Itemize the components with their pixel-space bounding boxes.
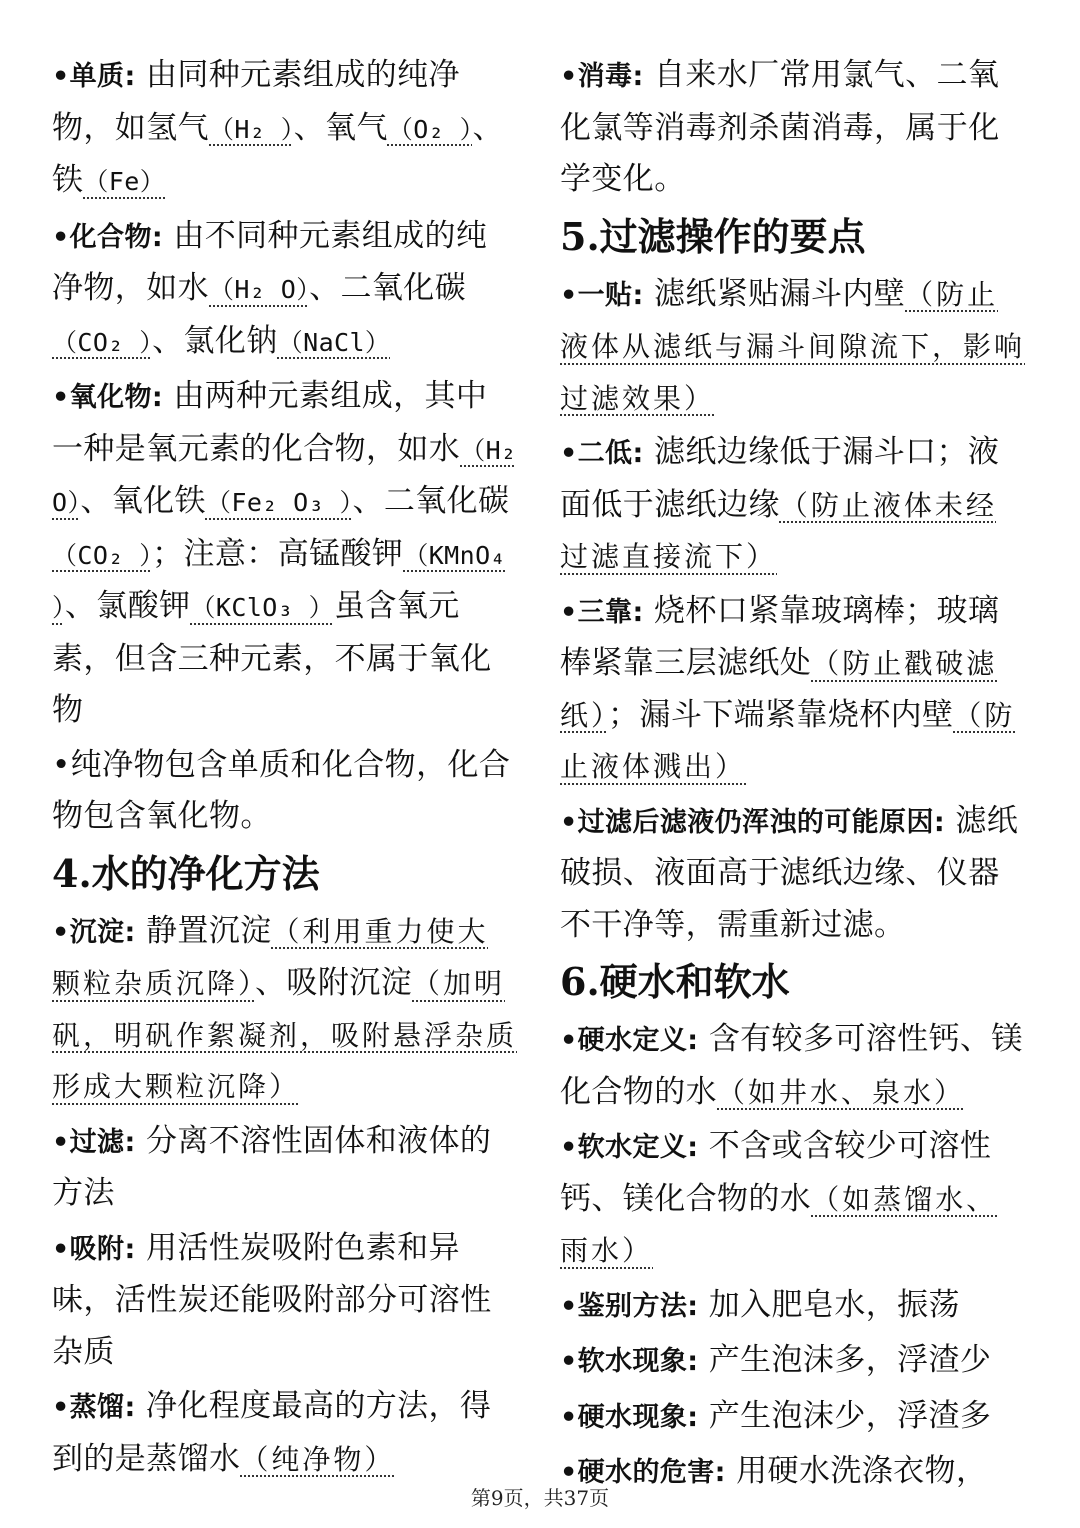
- term-separator: :: [632, 438, 644, 469]
- term-label: •过滤: [52, 1126, 125, 1158]
- entry-text: 用硬水洗涤衣物，: [736, 1453, 988, 1489]
- term-separator: :: [632, 61, 644, 92]
- entry-hunzhuo: [560, 796, 1026, 952]
- underlined-note: （防止液体从滤纸与漏斗间隙流下，影响过滤效果）: [560, 277, 1026, 415]
- entry-text: 加入肥皂水，振荡: [708, 1286, 960, 1323]
- term-separator: :: [124, 916, 136, 948]
- term-separator: :: [124, 1233, 136, 1265]
- entry-text: 静置沉淀: [145, 912, 272, 949]
- term-separator: :: [933, 806, 946, 838]
- entry-yingshui-xianxiang: [560, 1391, 1026, 1444]
- entry-text: 、二氧化碳: [309, 270, 467, 306]
- term-separator: :: [124, 1126, 136, 1158]
- term-label: •一贴: [560, 279, 633, 311]
- term-separator: :: [124, 1392, 136, 1423]
- entry-zhengliu: [52, 1381, 517, 1485]
- entry-text: 、氯化钠: [152, 322, 278, 359]
- entry-text: 含有较多可溶性钙、镁化合物的水: [560, 1021, 1023, 1110]
- term-label: •蒸馏: [52, 1392, 125, 1423]
- entry-chendian: [52, 906, 517, 1113]
- entry-danzhi: [52, 50, 517, 208]
- entry-text: 、氧化铁: [80, 483, 206, 519]
- term-label: •软水定义: [560, 1132, 688, 1163]
- entry-note: •纯净物包含单质和化合物，化合物包含氧化物。: [52, 746, 511, 834]
- underlined-formula: （H₂ O）: [209, 275, 310, 304]
- section-heading-4: 4.水的净化方法: [52, 850, 320, 896]
- entry-text: 滤纸破损、液面高于滤纸边缘、仪器不干净等，需重新过滤。: [560, 802, 1019, 943]
- entry-ruanshui-def: [560, 1121, 1026, 1277]
- underlined-formula: （KClO₃ ）: [190, 593, 335, 622]
- term-label: •软水现象: [560, 1346, 688, 1377]
- entry-text: 产生泡沫多，浮渣少: [708, 1342, 992, 1378]
- term-label: •硬水的危害: [560, 1457, 715, 1488]
- term-label: •沉淀: [52, 916, 125, 948]
- term-separator: :: [632, 596, 644, 628]
- term-label: •消毒: [560, 61, 633, 92]
- entry-text: 用活性炭吸附色素和异味，活性炭还能吸附部分可溶性杂质: [52, 1229, 492, 1370]
- entry-xiaodu: [560, 50, 1026, 206]
- term-label: •三靠: [560, 596, 633, 628]
- term-separator: :: [632, 279, 644, 311]
- term-label: •硬水定义: [560, 1025, 688, 1056]
- term-label: •硬水现象: [560, 1401, 688, 1433]
- entry-sankao: [560, 586, 1026, 793]
- term-separator: :: [714, 1457, 726, 1488]
- entry-yingshui-def: [560, 1014, 1026, 1118]
- underlined-note: （加明矾，明矾作絮凝剂，吸附悬浮杂质形成大颗粒沉降）: [52, 967, 518, 1103]
- entry-jianbie: [560, 1280, 1026, 1333]
- underlined-note: （如蒸馏水、雨水）: [560, 1182, 998, 1267]
- entry-text: 烧杯口紧靠玻璃棒；玻璃棒紧靠三层滤纸处: [560, 592, 1000, 681]
- term-separator: :: [124, 61, 136, 92]
- underlined-formula: （H₂ O）: [52, 435, 517, 517]
- underlined-formula: （NaCl）: [277, 327, 391, 357]
- entry-text: ；漏斗下端紧靠烧杯内壁: [608, 696, 954, 733]
- underlined-formula: （O₂ ）: [387, 114, 473, 144]
- entry-text: 滤纸紧贴漏斗内壁: [653, 275, 906, 312]
- entry-text: 由不同种元素组成的纯净物，如水: [52, 217, 488, 306]
- entry-text: 不含或含较少可溶性钙、镁化合物的水: [560, 1128, 992, 1217]
- underlined-note: （防止液体未经过滤直接流下）: [560, 488, 997, 573]
- term-label: •鉴别方法: [560, 1290, 688, 1322]
- entry-huahewu: [52, 211, 517, 369]
- page-footer: 第9页，共37页: [470, 1486, 610, 1510]
- entry-yitie: [560, 269, 1026, 425]
- entry-ruanshui-xianxiang: [560, 1335, 1026, 1388]
- entry-text: 、氯酸钾: [64, 588, 191, 624]
- entry-xifu: [52, 1223, 517, 1379]
- entry-text: 由两种元素组成，其中一种是氧元素的化合物，如水: [52, 378, 488, 467]
- entry-yanghuawu: [52, 371, 517, 737]
- left-column: [52, 50, 517, 1488]
- entry-text: 滤纸边缘低于漏斗口；液面低于滤纸边缘: [560, 434, 1000, 523]
- entry-text: 、氧气: [293, 109, 388, 146]
- term-separator: :: [687, 1290, 699, 1322]
- entry-text: ；注意：高锰酸钾: [152, 535, 404, 572]
- underlined-formula: （Fe₂ O₃ ）: [205, 488, 353, 517]
- term-label: •氧化物: [52, 382, 152, 413]
- entry-text: 虽含氧元素，但含三种元素，不属于氧化物: [52, 588, 492, 728]
- section-heading-6: 6.硬水和软水: [560, 959, 790, 1004]
- entry-text: 、铁: [52, 109, 504, 198]
- right-column: [560, 50, 1026, 1502]
- underlined-note: （利用重力使大颗粒杂质沉降）: [52, 914, 489, 1000]
- term-label: •化合物: [52, 221, 152, 253]
- term-separator: :: [687, 1025, 699, 1056]
- underlined-formula: （Fe）: [83, 167, 166, 196]
- underlined-note: （如井水、泉水）: [717, 1075, 966, 1109]
- term-label: •吸附: [52, 1233, 125, 1265]
- term-separator: :: [687, 1132, 699, 1163]
- entry-text: 产生泡沫少，浮渣多: [708, 1397, 992, 1434]
- underlined-note: （防止戳破滤纸）: [560, 647, 998, 732]
- underlined-formula: （H₂ ）: [209, 114, 294, 144]
- term-label: •二低: [560, 438, 633, 469]
- underlined-formula: （KMnO₄ ）: [52, 540, 506, 622]
- entry-text: 净化程度最高的方法，得到的是蒸馏水: [52, 1388, 492, 1477]
- entry-text: 由同种元素组成的纯净物，如氢气: [52, 57, 460, 146]
- entry-erdi: [560, 427, 1026, 583]
- entry-text: 、二氧化碳: [352, 483, 510, 519]
- underlined-formula: （CO₂ ）: [52, 327, 153, 357]
- term-separator: :: [687, 1346, 699, 1377]
- term-label: •单质: [52, 61, 125, 92]
- underlined-formula: （CO₂ ）: [52, 540, 153, 570]
- term-label: •过滤后滤液仍浑浊的可能原因: [560, 806, 934, 838]
- entry-text: 自来水厂常用氯气、二氧化氯等消毒剂杀菌消毒，属于化学变化。: [560, 57, 1000, 197]
- term-separator: :: [151, 221, 164, 253]
- term-separator: :: [151, 382, 164, 413]
- section-heading-5: 5.过滤操作的要点: [560, 213, 866, 259]
- entry-guolv: [52, 1116, 517, 1220]
- entry-text: 分离不溶性固体和液体的方法: [52, 1122, 492, 1211]
- term-separator: :: [687, 1401, 699, 1433]
- underlined-note: （防止液体溅出）: [560, 698, 1016, 783]
- entry-text: 、吸附沉淀: [255, 965, 413, 1001]
- underlined-note: （纯净物）: [240, 1442, 396, 1476]
